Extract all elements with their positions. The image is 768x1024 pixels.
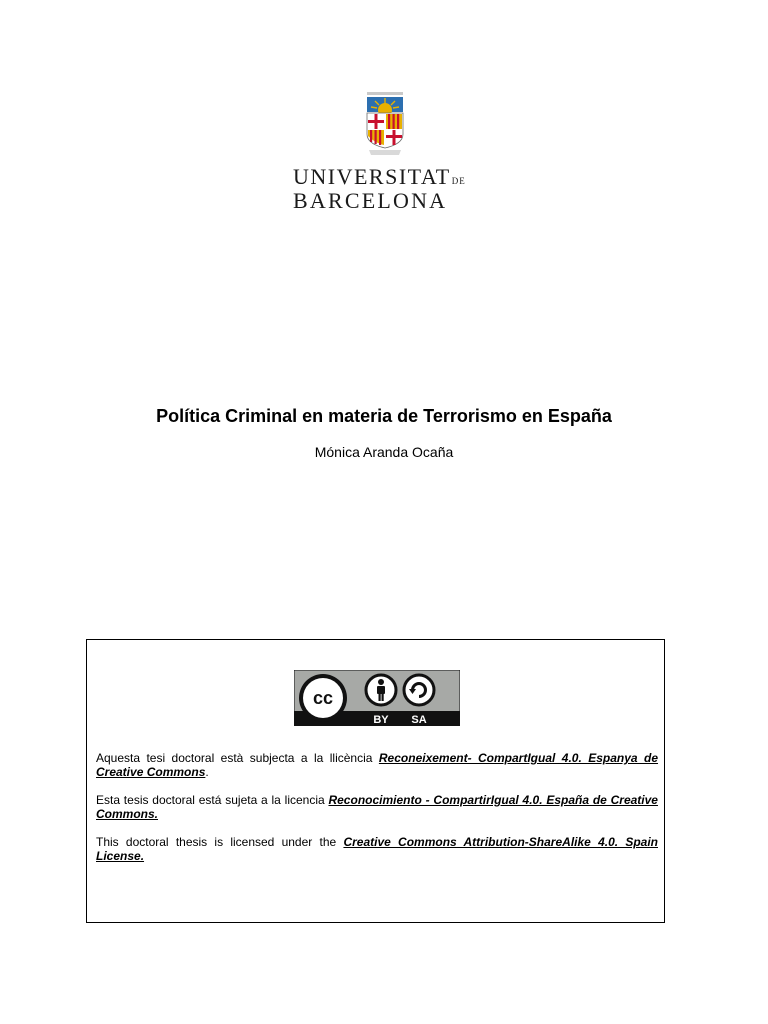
license-text-catalan: Aquesta tesi doctoral està subjecta a la llicència Reconeixement- CompartIgual 4.0. Espanya de Creative Commons. bbox=[96, 751, 659, 779]
logo-wordmark-line1: UNIVERSITATDE bbox=[293, 164, 466, 189]
cc-label: cc bbox=[312, 688, 334, 708]
sa-label: SA bbox=[411, 714, 427, 726]
document-author: Mónica Aranda Ocaña bbox=[314, 444, 454, 460]
by-label: BY bbox=[373, 714, 389, 726]
license-text-english: This doctoral thesis is licensed under the Creative Commons Attribution-ShareAlike 4.0. Spain License. bbox=[96, 835, 658, 863]
cc-by-sa-icon bbox=[294, 670, 460, 726]
license-text-spanish: Esta tesis doctoral está sujeta a la licencia Reconocimiento - CompartirIgual 4.0. España de Creative Commons. bbox=[96, 793, 658, 821]
license-box bbox=[86, 639, 665, 923]
university-seal-icon bbox=[363, 92, 407, 158]
university-logo bbox=[293, 92, 475, 216]
license-link-spanish[interactable]: Reconocimiento - CompartirIgual 4.0. España de Creative Commons. bbox=[96, 793, 658, 821]
license-link-english[interactable]: Creative Commons Attribution-ShareAlike 4.0. Spain License. bbox=[96, 835, 658, 863]
document-title: Política Criminal en materia de Terrorismo en España bbox=[156, 406, 612, 426]
logo-wordmark-line2: BARCELONA bbox=[293, 188, 448, 213]
license-link-catalan[interactable]: Reconeixement- CompartIgual 4.0. Espanya de Creative Commons bbox=[96, 751, 659, 779]
